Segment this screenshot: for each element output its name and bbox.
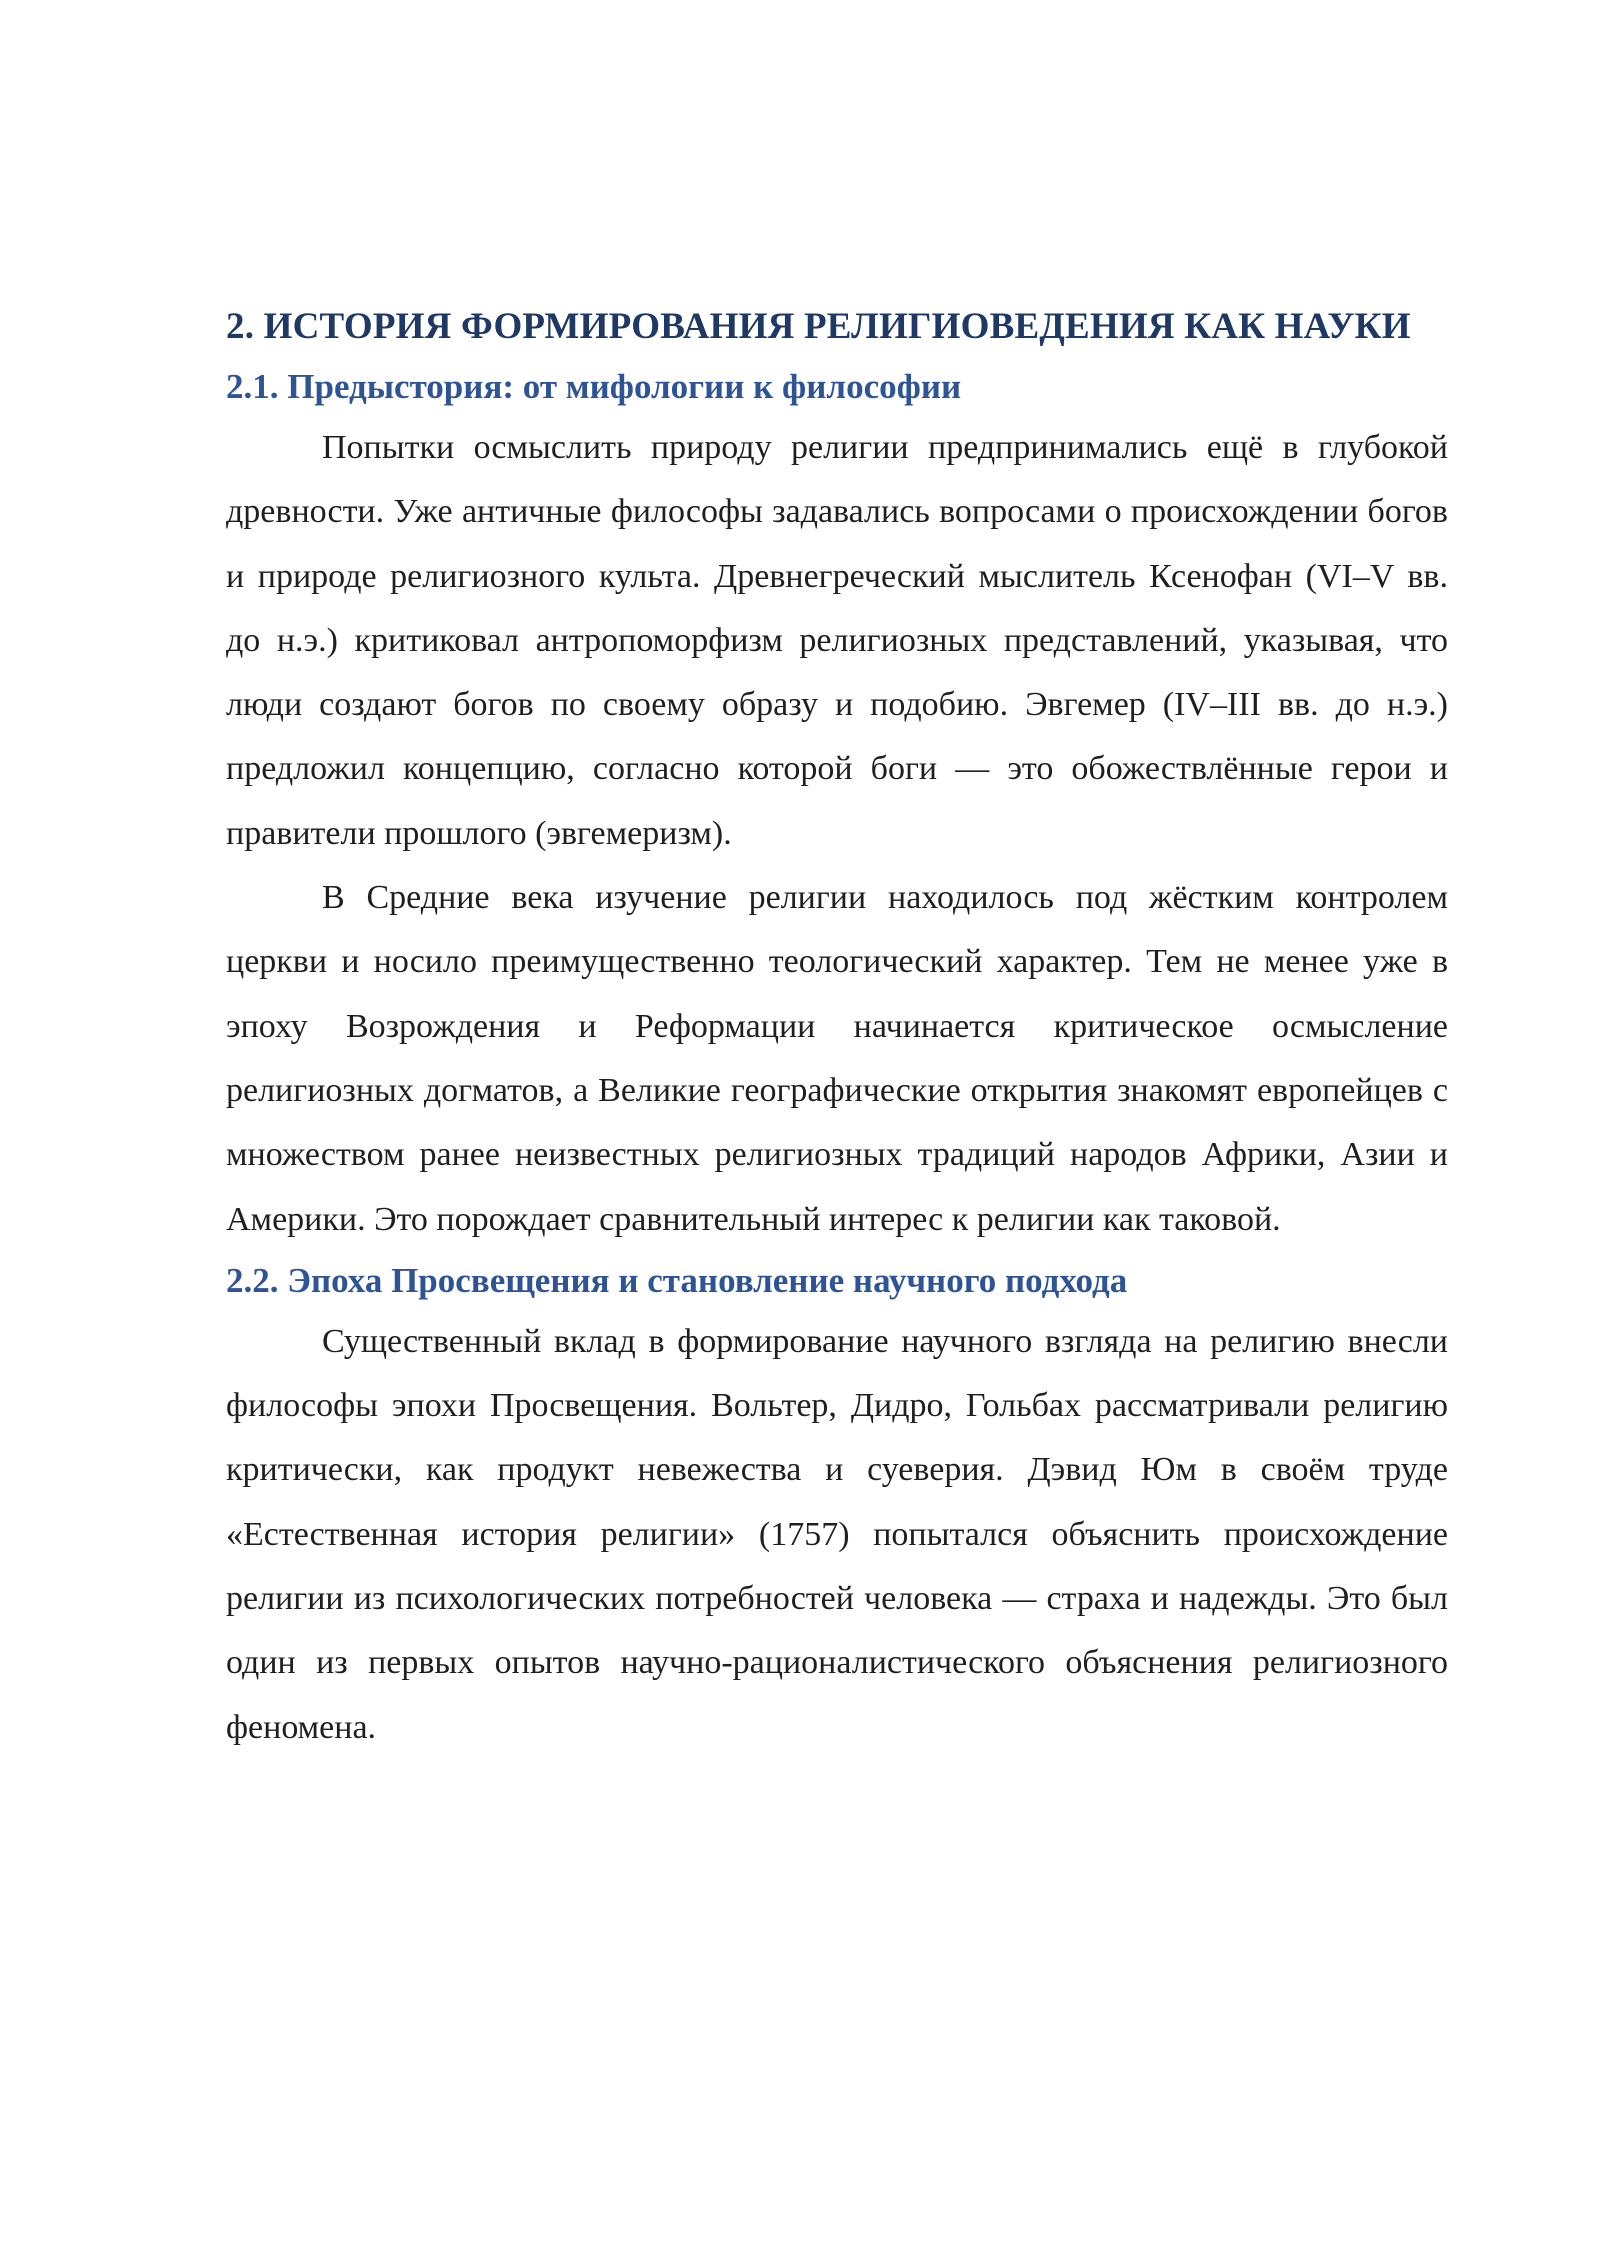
section-heading-2-2: 2.2. Эпоха Просвещения и становление научного подхода [226,1260,1128,1300]
page-content [226,296,1448,1760]
paragraph-middle-ages: В Средние века изучение религии находилось под жёстким контролем церкви и носило преимущественно теологический характер. Тем не менее уже в эпоху Возрождения и Реформации начинается критическое осмысление религиозных догматов, а Великие географические открытия знакомят европейцев с множеством ранее неизвестных религиозных традиций народов Африки, Азии и Америки. Это порождает сравнительный интерес к религии как таковой. [226,879,1448,1238]
section-heading-2-1: 2.1. Предыстория: от мифологии к философии [226,367,962,406]
paragraph-enlightenment: Существенный вклад в формирование научного взгляда на религию внесли философы эпохи Просвещения. Вольтер, Дидро, Гольбах рассматривали религию критически, как продукт невежества и суеверия. Дэвид Юм в своём труде «Естественная история религии» (1757) попытался объяснить происхождение религии из психологических потребностей человека — страха и надежды. Это был один из первых опытов научно-рационалистического объяснения религиозного феномена. [226,1322,1448,1746]
chapter-title: 2. ИСТОРИЯ ФОРМИРОВАНИЯ РЕЛИГИОВЕДЕНИЯ КАК НАУКИ [226,306,1411,347]
paragraph-antiquity: Попытки осмыслить природу религии предпринимались ещё в глубокой древности. Уже античные философы задавались вопросами о происхождении богов и природе религиозного культа. Древнегреческий мыслитель Ксенофан (VI–V вв. до н.э.) критиковал антропоморфизм религиозных представлений, указывая, что люди создают богов по своему образу и подобию. Эвгемер (IV–III вв. до н.э.) предложил концепцию, согласно которой боги — это обожествлённые герои и правители прошлого (эвгемеризм). [226,429,1448,852]
